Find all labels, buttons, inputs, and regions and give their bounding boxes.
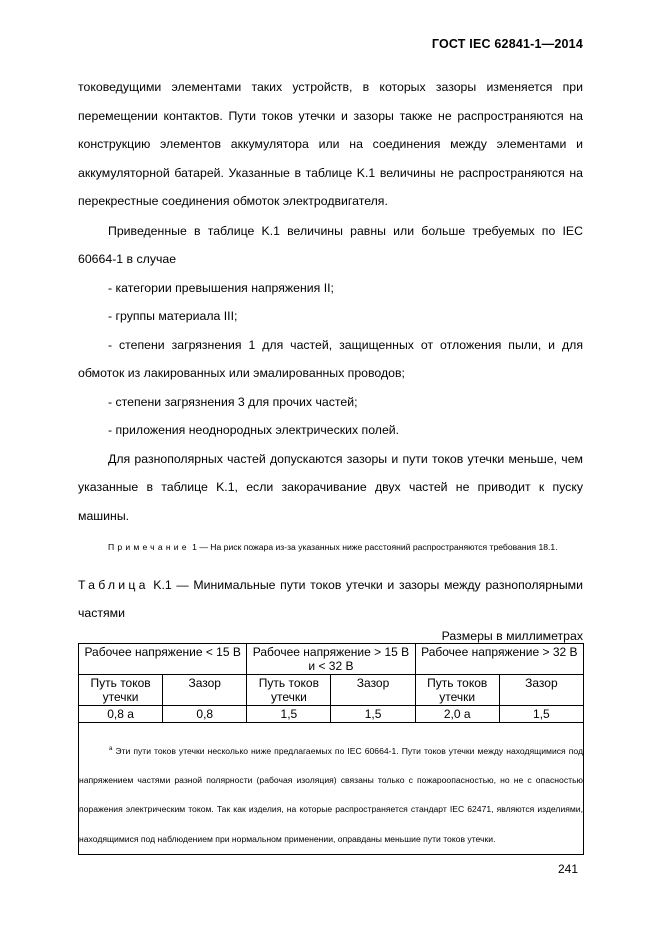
value-cell: 1,5 — [331, 705, 415, 722]
header-group-1: Рабочее напряжение < 15 В — [79, 643, 247, 674]
subheader-cell: Путь токов утечки — [415, 674, 499, 705]
note-text: — На риск пожара из-за указанных ниже расстояний распространяются требования 18.1. — [199, 542, 558, 552]
table-row — [79, 705, 584, 722]
note-number: 1 — [192, 542, 197, 552]
table-subheader-row — [79, 674, 584, 705]
value-cell: 2,0 a — [415, 705, 499, 722]
note — [78, 533, 583, 562]
paragraph-2: Приведенные в таблице K.1 величины равны или больше требуемых по IEC 60664-1 в случае — [78, 223, 583, 266]
table-header-row — [79, 643, 584, 674]
subheader-cell: Зазор — [163, 674, 247, 705]
list-item-4: - степени загрязнения 3 для прочих частей; — [108, 394, 358, 409]
table-units: Размеры в миллиметрах — [441, 628, 583, 643]
subheader-cell: Путь токов утечки — [247, 674, 331, 705]
subheader-cell: Путь токов утечки — [79, 674, 163, 705]
value-cell: 1,5 — [499, 705, 583, 722]
list-item-2: - группы материала III; — [108, 309, 238, 323]
subheader-cell: Зазор — [331, 674, 415, 705]
document-header: ГОСТ IEC 62841-1—2014 — [431, 37, 583, 51]
note-label: Примечание — [108, 542, 190, 552]
page-body — [78, 73, 583, 855]
header-group-3: Рабочее напряжение > 32 В — [415, 643, 583, 674]
value-cell: 0,8 a — [79, 705, 163, 722]
list-item-1: - категории превышения напряжения II; — [108, 280, 334, 295]
footnote-marker: a — [109, 745, 113, 752]
value-cell: 0,8 — [163, 705, 247, 722]
header-group-2: Рабочее напряжение > 15 В и < 32 В — [247, 643, 415, 674]
list-item-5: - приложения неоднородных электрических полей. — [108, 423, 400, 437]
table-caption — [78, 571, 583, 627]
page-number: 241 — [557, 862, 578, 876]
table-caption-label: Таблица — [78, 577, 149, 592]
value-cell: 1,5 — [247, 705, 331, 722]
footnote-text: Эти пути токов утечки несколько ниже предлагаемых по IEC 60664-1. Пути токов утечки между находящимися под напряжением частями разной полярности (рабочая изоляция) связаны только с пожароопасностью, но не с опасностью поражения электрическим током. Так как изделия, на которые распространяется стандарт IEC 62471, являются изделиями, находящимися под наблюдением при нормальном применении, оправданы меньшие пути токов утечки. — [79, 745, 583, 844]
table-footnote — [79, 723, 583, 855]
clearance-table — [78, 643, 584, 856]
table-footnote-row — [79, 722, 584, 855]
table-footnote-cell — [79, 722, 584, 855]
table-caption-text: K.1 — Минимальные пути токов утечки и зазоры между разнополярными частями — [78, 577, 583, 620]
paragraph-3: Для разнополярных частей допускаются зазоры и пути токов утечки меньше, чем указанные в таблице K.1, если закорачивание двух частей не приводит к пуску машины. — [78, 451, 583, 523]
paragraph-1: токоведущими элементами таких устройств, в которых зазоры изменяется при перемещении контактов. Пути токов утечки и зазоры также не распространяются на конструкцию элементов аккумулятора или на соединения между элементами и аккумуляторной батарей. Указанные в таблице K.1 величины не распространяются на перекрестные соединения обмоток электродвигателя. — [78, 80, 583, 208]
list-item-3: - степени загрязнения 1 для частей, защищенных от отложения пыли, и для обмоток из лакированных или эмалированных проводов; — [78, 337, 583, 380]
subheader-cell: Зазор — [499, 674, 583, 705]
